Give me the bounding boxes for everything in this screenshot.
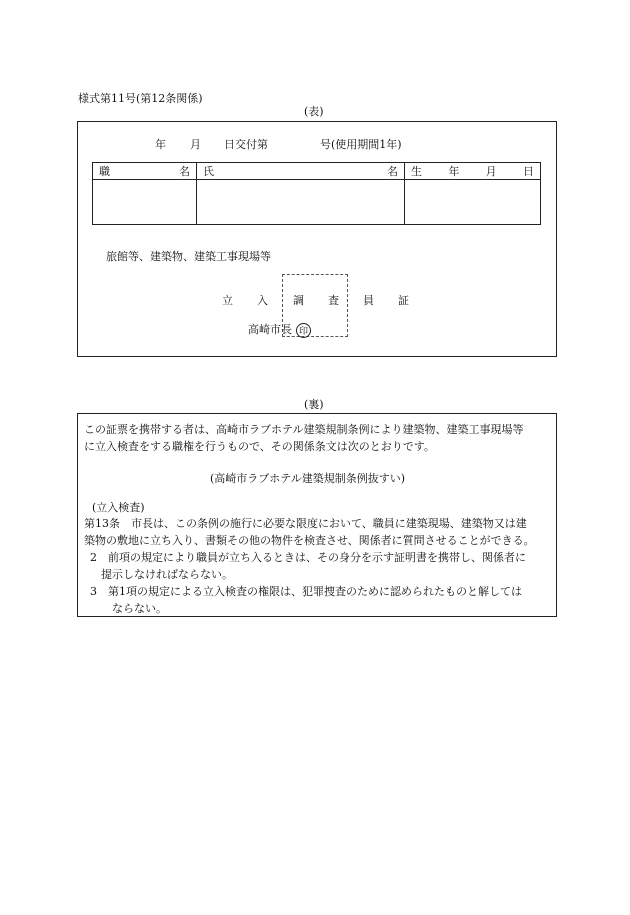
para-line: 提示しなければならない。 bbox=[101, 568, 233, 581]
header-birthdate: 生 年 月 日 bbox=[405, 163, 541, 180]
issue-number-validity: 号(使用期間1年) bbox=[320, 138, 402, 151]
cert-title-char: 証 bbox=[398, 294, 409, 307]
table-header-row bbox=[93, 163, 541, 180]
excerpt-title: (高崎市ラブホテル建築規制条例抜すい) bbox=[210, 472, 406, 485]
paragraph-3 bbox=[90, 583, 560, 617]
back-heading: (裏) bbox=[304, 398, 324, 411]
cert-title-char: 入 bbox=[257, 294, 268, 307]
cert-title-char: 調 bbox=[293, 294, 304, 307]
cell-birthdate bbox=[405, 180, 541, 225]
issuer-name: 高崎市長 bbox=[248, 323, 292, 336]
header-name: 氏 名 bbox=[197, 163, 405, 180]
front-heading: (表) bbox=[304, 105, 324, 118]
holder-info-table bbox=[92, 162, 541, 225]
cert-title-char: 査 bbox=[328, 294, 339, 307]
para-line: ならない。 bbox=[112, 602, 167, 615]
cell-title bbox=[93, 180, 197, 225]
inspection-locations: 旅館等、建築物、建築工事現場等 bbox=[106, 250, 271, 263]
issue-day-label: 日交付第 bbox=[224, 138, 268, 151]
header-title: 職 名 bbox=[93, 163, 197, 180]
para-line: 3 第1項の規定による立入検査の権限は、犯罪捜査のために認められたものと解しては bbox=[90, 585, 522, 598]
issue-year-label: 年 bbox=[155, 138, 166, 151]
issuer-line bbox=[248, 321, 311, 338]
cert-title-char: 立 bbox=[222, 294, 233, 307]
intro-line: に立入検査をする職権を行うもので、その関係条文は次のとおりです。 bbox=[84, 440, 435, 453]
seal-icon: 印 bbox=[296, 323, 311, 338]
issue-month-label: 月 bbox=[190, 138, 201, 151]
article-caption: (立入検査) bbox=[92, 501, 145, 514]
cert-title-char: 員 bbox=[363, 294, 374, 307]
article-line: 第13条 市長は、この条例の施行に必要な限度において、職員に建築現場、建築物又は建 bbox=[84, 517, 527, 530]
article-13 bbox=[84, 515, 560, 549]
cell-name bbox=[197, 180, 405, 225]
para-line: 2 前項の規定により職員が立ち入るときは、その身分を示す証明書を携帯し、関係者に bbox=[90, 551, 526, 564]
paragraph-2 bbox=[90, 549, 560, 583]
table-row bbox=[93, 180, 541, 225]
article-line: 築物の敷地に立ち入り、書類その他の物件を検査させ、関係者に質問させることができる。 bbox=[84, 534, 535, 547]
intro-text bbox=[84, 421, 560, 455]
intro-line: この証票を携帯する者は、高崎市ラブホテル建築規制条例により建築物、建築工事現場等 bbox=[84, 423, 524, 436]
form-number: 様式第11号(第12条関係) bbox=[78, 92, 203, 105]
